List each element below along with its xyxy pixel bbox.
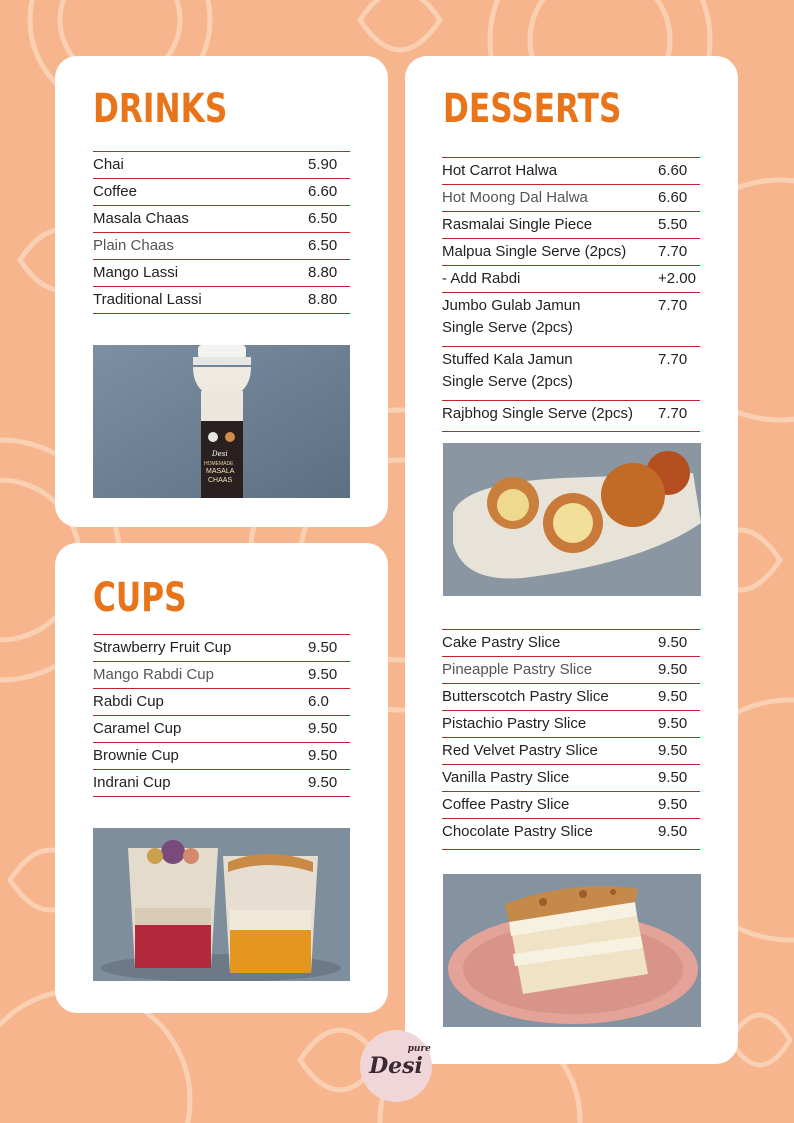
menu-item-row [93,769,350,797]
drinks-heading: DRINKS [93,86,228,132]
photo-label-line1: HOMEMADE [204,461,234,467]
item-price: 9.50 [658,715,688,732]
item-price: 6.50 [308,237,338,254]
item-price: 5.90 [308,156,338,173]
item-price: 9.50 [308,666,338,683]
item-price: 9.50 [658,823,688,840]
item-name: Pineapple Pastry Slice [442,661,593,678]
item-price: 9.50 [658,742,688,759]
item-name: Red Velvet Pastry Slice [442,742,598,759]
item-name-line2: Single Serve (2pcs) [442,319,573,336]
item-price: 9.50 [308,774,338,791]
item-name: Cake Pastry Slice [442,634,561,651]
cups-card [55,543,388,1013]
item-price: 6.60 [658,189,688,206]
menu-item-row [93,205,350,232]
item-price: 7.70 [658,243,688,260]
item-price: 6.60 [308,183,338,200]
menu-item-row [442,710,700,737]
menu-item-row [93,232,350,259]
menu-item-row [442,818,700,850]
cups-menu-list [93,634,350,797]
menu-item-row [442,656,700,683]
item-name: Strawberry Fruit Cup [93,639,232,656]
item-name: Traditional Lassi [93,291,202,308]
logo-small-text: pure [407,1044,431,1054]
menu-item-row [93,688,350,715]
item-name: Pistachio Pastry Slice [442,715,587,732]
item-name: Caramel Cup [93,720,182,737]
item-price: 6.0 [308,693,329,710]
item-name: Masala Chaas [93,210,189,227]
menu-item-row [442,157,700,184]
item-price: 9.50 [658,661,688,678]
item-name: Hot Carrot Halwa [442,162,558,179]
masala-chaas-photo [93,345,350,498]
photo-label-brand: Desi [212,450,228,458]
drinks-menu-list [93,151,350,314]
desserts-card [405,56,738,1064]
item-price: 7.70 [658,351,688,368]
item-name-line1: Jumbo Gulab Jamun [442,297,581,314]
item-price: 9.50 [308,720,338,737]
gulab-jamun-photo [443,443,701,596]
item-name-line2: Single Serve (2pcs) [442,373,573,390]
item-price: 6.50 [308,210,338,227]
item-price: 8.80 [308,264,338,281]
cups-heading: CUPS [93,575,187,621]
photo-label-line2: MASALA [206,468,235,475]
menu-item-row [442,737,700,764]
menu-item-row [442,629,700,656]
menu-item-row [442,184,700,211]
menu-item-row [442,211,700,238]
item-price: 7.70 [658,405,688,422]
photo-label-line3: CHAAS [208,477,233,484]
item-price: 6.60 [658,162,688,179]
item-price: 8.80 [308,291,338,308]
menu-item-row [442,683,700,710]
pastry-menu-list [442,629,700,850]
item-price: +2.00 [658,270,696,287]
menu-item-row [93,634,350,661]
item-price: 9.50 [658,796,688,813]
logo-text [369,1044,431,1079]
menu-item-row [442,292,700,346]
item-name-line1: Stuffed Kala Jamun [442,351,573,368]
pastry-slice-photo [443,874,701,1027]
item-name: Mango Rabdi Cup [93,666,214,683]
item-name [442,296,658,340]
item-price: 9.50 [658,769,688,786]
item-name: Butterscotch Pastry Slice [442,688,609,705]
item-name: Brownie Cup [93,747,179,764]
item-name [442,350,658,394]
menu-item-row [93,661,350,688]
item-price: 9.50 [658,634,688,651]
dessert-cups-photo [93,828,350,981]
menu-item-row [442,400,700,432]
menu-item-row [93,742,350,769]
item-name: - Add Rabdi [442,270,521,287]
menu-item-row [93,178,350,205]
menu-item-row [442,764,700,791]
desserts-menu-list [442,157,700,432]
menu-item-row [442,346,700,400]
pure-desi-logo [360,1030,432,1102]
menu-item-row [93,715,350,742]
item-price: 5.50 [658,216,688,233]
item-name: Indrani Cup [93,774,171,791]
item-price: 9.50 [308,639,338,656]
menu-item-row [93,151,350,178]
item-price: 7.70 [658,297,688,314]
item-name: Vanilla Pastry Slice [442,769,570,786]
item-name: Coffee [93,183,137,200]
item-name: Malpua Single Serve (2pcs) [442,243,627,260]
item-name: Plain Chaas [93,237,174,254]
drinks-card [55,56,388,527]
item-name: Coffee Pastry Slice [442,796,570,813]
item-name: Hot Moong Dal Halwa [442,189,588,206]
menu-item-row [442,791,700,818]
logo-main-text: Desi [369,1053,423,1079]
item-name: Chai [93,156,124,173]
item-name: Chocolate Pastry Slice [442,823,593,840]
menu-item-row [442,238,700,265]
menu-item-row [93,286,350,314]
desserts-heading: DESSERTS [443,86,622,132]
item-name: Mango Lassi [93,264,179,281]
item-name: Rajbhog Single Serve (2pcs) [442,405,633,422]
item-price: 9.50 [308,747,338,764]
menu-item-row [442,265,700,292]
menu-item-row [93,259,350,286]
item-price: 9.50 [658,688,688,705]
item-name: Rasmalai Single Piece [442,216,593,233]
item-name: Rabdi Cup [93,693,164,710]
